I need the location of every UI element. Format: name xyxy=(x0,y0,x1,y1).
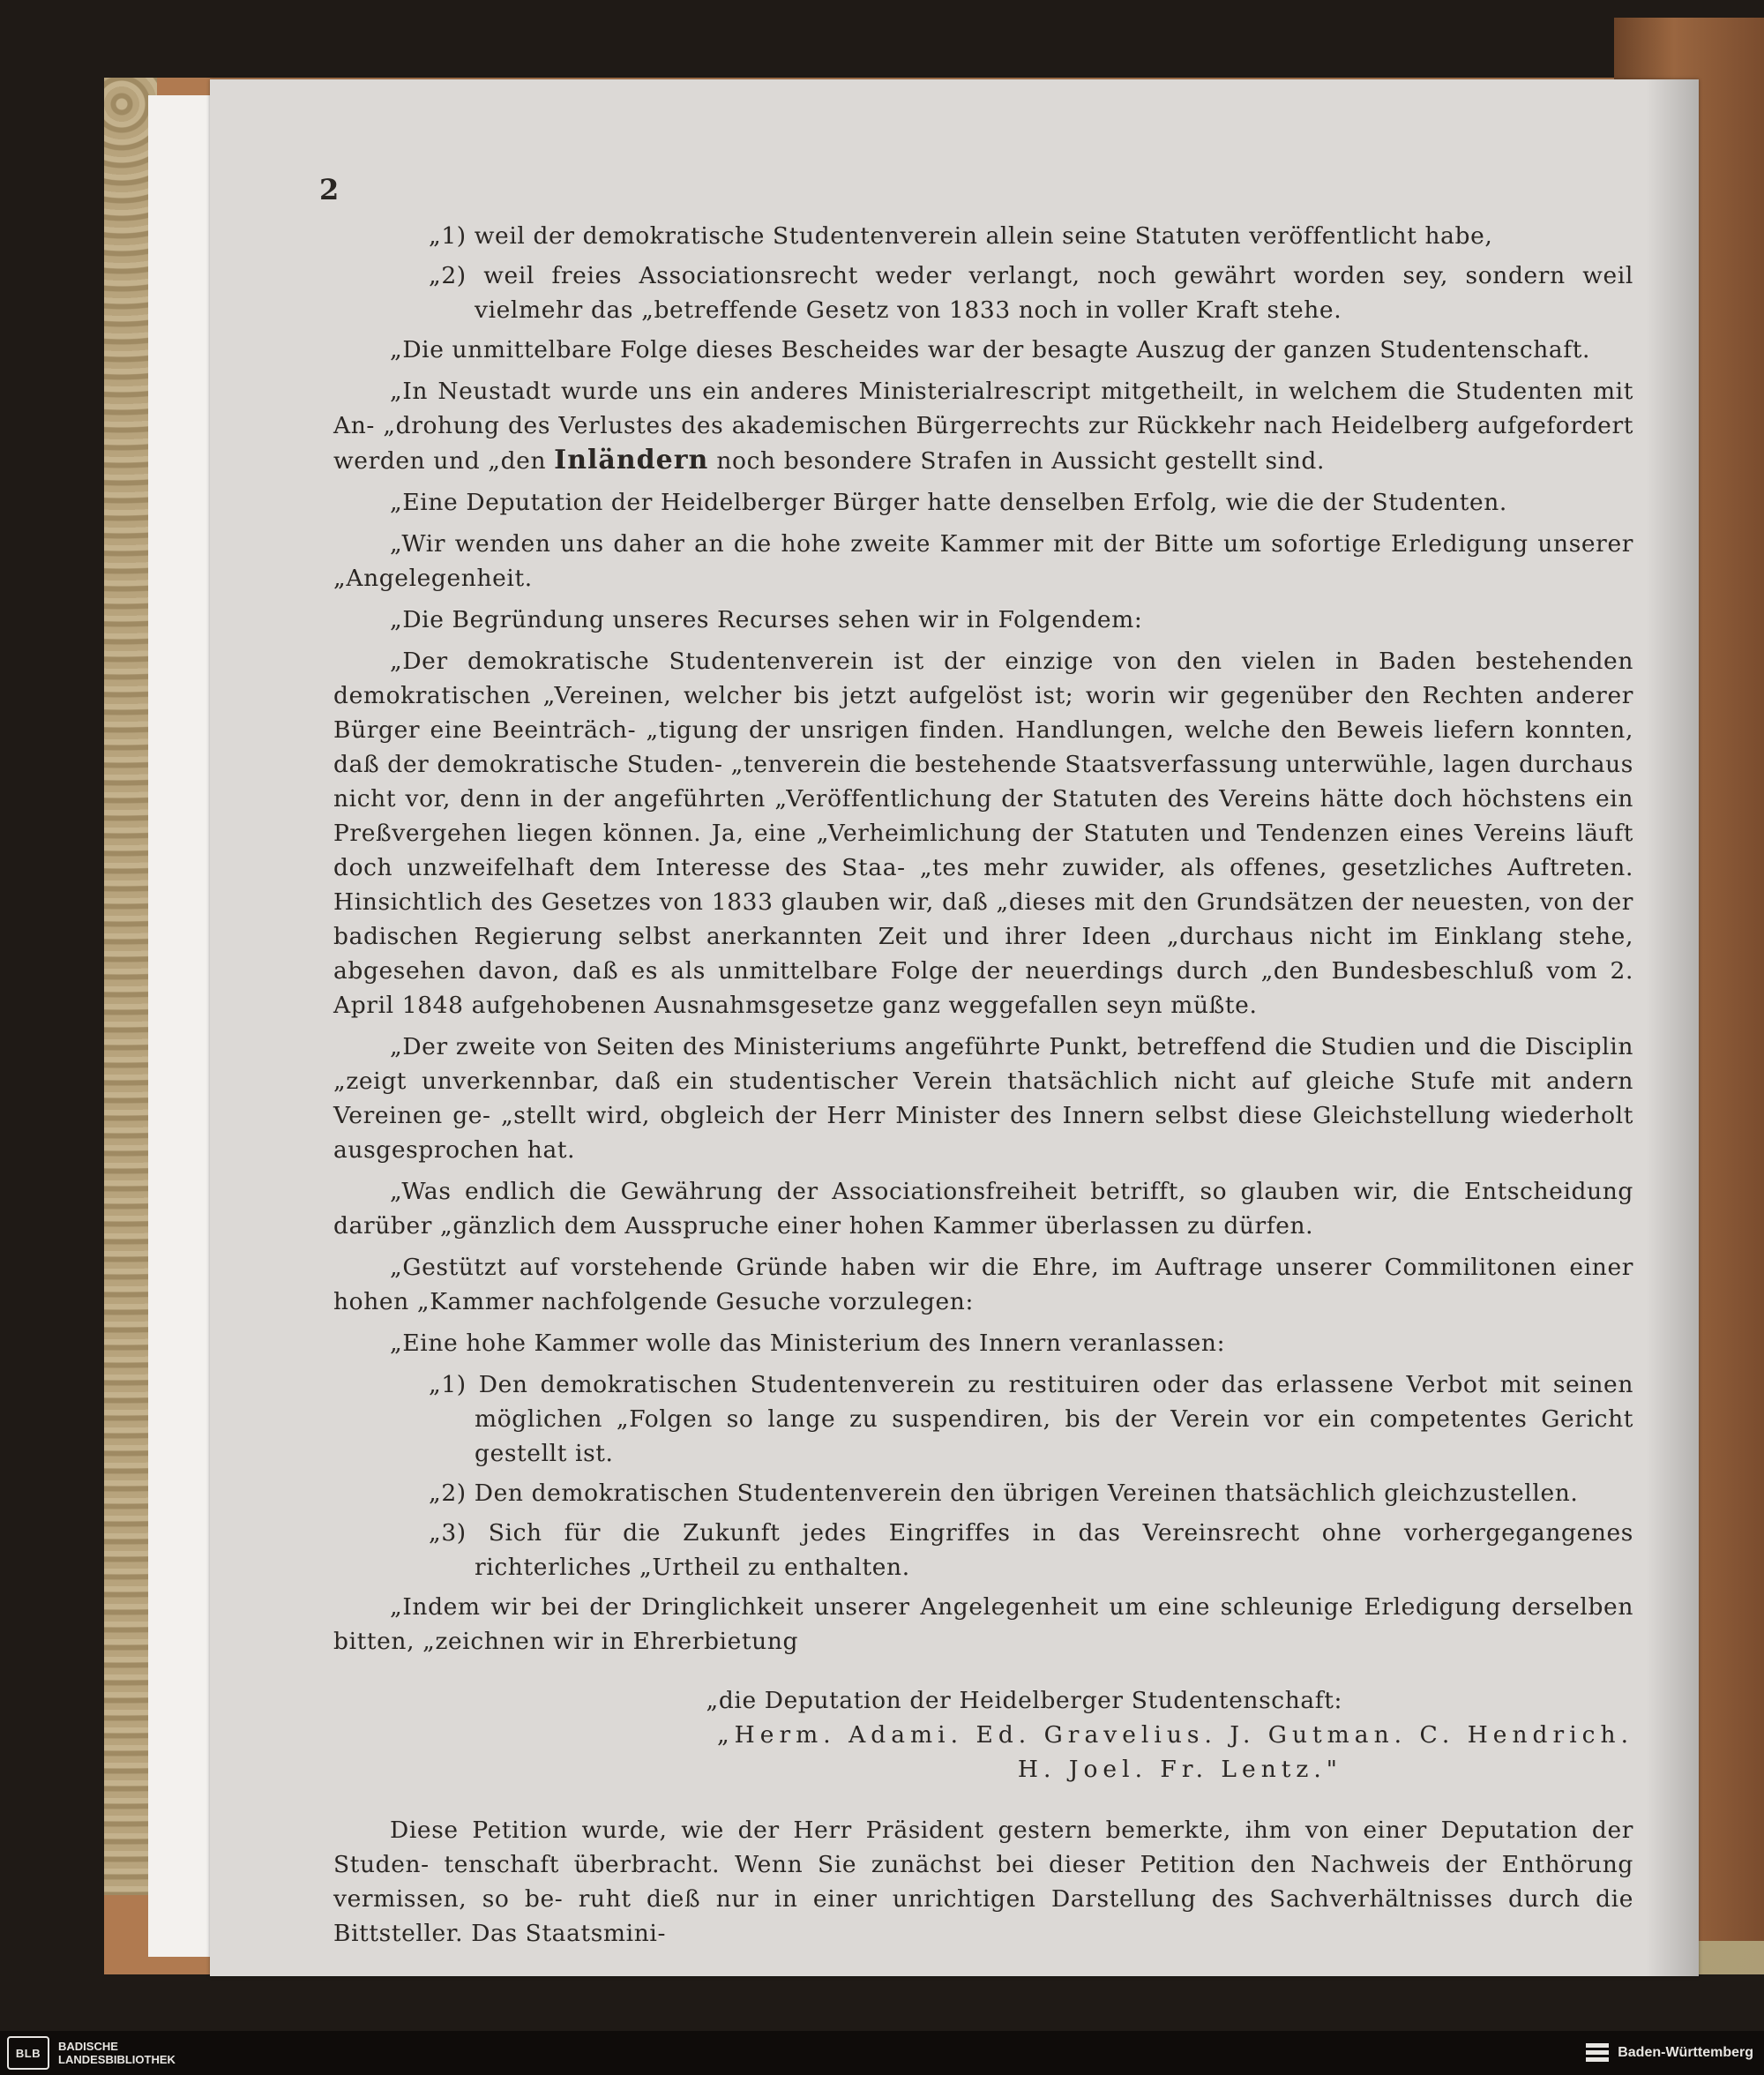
signature-names-2: H. Joel. Fr. Lentz." xyxy=(1017,1756,1342,1783)
viewer-footer xyxy=(0,2031,1764,2075)
reason-item-2: „2) weil freies Associationsrecht weder verlangt, noch gewährt worden sey, sondern weil vielmehr das „betreffende Gesetz von 1833 noch in voller Kraft stehe. xyxy=(429,262,1633,324)
state-name: Baden-Württemberg xyxy=(1618,2045,1753,2060)
blb-logo: BLB xyxy=(7,2036,49,2070)
page-number: 2 xyxy=(319,173,340,206)
closing-paragraph: „Indem wir bei der Dringlichkeit unserer Angelegenheit um eine schleunige Erledigung derselben bitten, „zeichnen wir in Ehrerbietung xyxy=(333,1593,1633,1655)
paragraph: „Eine Deputation der Heidelberger Bürger hatte denselben Erfolg, wie die der Studenten. xyxy=(390,489,1507,516)
signature-block xyxy=(333,1683,1633,1787)
paragraph: „Die unmittelbare Folge dieses Bescheides war der besagte Auszug der ganzen Studentenschaft. xyxy=(390,336,1591,363)
paragraph: „Wir wenden uns daher an die hohe zweite Kammer mit der Bitte um sofortige Erledigung unserer „Angelegenheit. xyxy=(333,530,1633,592)
page-gutter-shade xyxy=(1646,79,1699,1976)
signature-names-1: „Herm. Adami. Ed. Gravelius. J. Gutman. C. Hendrich. xyxy=(716,1721,1633,1749)
paragraph: „Die Begründung unseres Recurses sehen wir in Folgendem: xyxy=(390,606,1143,633)
paragraph: „Der zweite von Seiten des Ministeriums angeführte Punkt, betreffend die Studien und die Disciplin „zeigt unverkennbar, daß ein studentischer Verein thatsächlich nicht auf gleiche Stufe mit andern Vereinen ge- „stellt wird, obgleich der Herr Minister des Innern selbst diese Gleichstellung wiederholt ausgesprochen hat. xyxy=(333,1033,1633,1164)
state-brand[interactable] xyxy=(1584,2031,1753,2075)
paragraph: „Eine hohe Kammer wolle das Ministerium des Innern veranlassen: xyxy=(390,1330,1226,1357)
request-item-3: „3) Sich für die Zukunft jedes Eingriffes in das Vereinsrecht ohne vorhergegangenes richterliches „Urtheil zu enthalten. xyxy=(429,1519,1633,1581)
signature-heading: „die Deputation der Heidelberger Studentenschaft: xyxy=(706,1687,1342,1714)
reason-item-1: „1) weil der demokratische Studentenverein allein seine Statuten veröffentlicht habe, xyxy=(429,222,1493,250)
paragraph-neustadt xyxy=(333,374,1633,478)
paragraph-text: noch besondere Strafen in Aussicht gestellt sind. xyxy=(716,447,1326,475)
paragraph: „Gestützt auf vorstehende Gründe haben wir die Ehre, im Auftrage unserer Commilitonen einer hohen „Kammer nachfolgende Gesuche vorzulegen: xyxy=(333,1254,1633,1315)
document-page xyxy=(210,79,1699,1976)
request-item-2: „2) Den demokratischen Studentenverein den übrigen Vereinen thatsächlich gleichzustellen. xyxy=(429,1479,1579,1507)
page-body xyxy=(333,219,1633,1958)
lions-emblem-icon xyxy=(1584,2040,1611,2066)
library-name xyxy=(58,2040,176,2066)
final-paragraph: Diese Petition wurde, wie der Herr Präsident gestern bemerkte, ihm von einer Deputation der Studen- tenschaft überbracht. Wenn Sie zunächst bei dieser Petition den Nachweis der Enthörung vermissen, so be- ruht dieß nur in einer unrichtigen Darstellung des Sachverhältnisses durch die Bittsteller. Das Staatsmini- xyxy=(333,1817,1633,1947)
library-name-line2: LANDESBIBLIOTHEK xyxy=(58,2053,176,2066)
library-brand[interactable] xyxy=(0,2031,176,2075)
request-item-1: „1) Den demokratischen Studentenverein zu restituiren oder das erlassene Verbot mit seinen möglichen „Folgen so lange zu suspendiren, bis der Verein vor ein competentes Gericht gestellt ist. xyxy=(429,1371,1633,1467)
paragraph-text: „In Neustadt wurde uns ein anderes Ministerialrescript mitgetheilt, in welchem die Studenten mit An- „drohung des Verlustes des akademischen Bürgerrechts zur Rückkehr nach Heidelberg aufgefordert werden und „den xyxy=(333,378,1633,475)
paragraph: „Was endlich die Gewährung der Associationsfreiheit betrifft, so glauben wir, die Entscheidung darüber „gänzlich dem Ausspruche einer hohen Kammer überlassen zu dürfen. xyxy=(333,1178,1633,1240)
library-name-line1: BADISCHE xyxy=(58,2040,118,2053)
emphasized-word: Inländern xyxy=(554,445,709,476)
paragraph: „Der demokratische Studentenverein ist der einzige von den vielen in Baden bestehenden demokratischen „Vereinen, welcher bis jetzt aufgelöst ist; worin wir gegenüber den Rechten anderer Bürger eine Beeinträch- „tigung der unsrigen finden. Handlungen, welche den Beweis liefern konnten, daß der demokratische Studen- „tenverein die bestehende Staatsverfassung unterwühle, lagen durchaus nicht vor, denn in der angeführten „Veröffentlichung der Statuten des Vereins hätte doch höchstens ein Preßvergehen liegen können. Ja, eine „Verheimlichung der Statuten und Tendenzen eines Vereins läuft doch unzweifelhaft dem Interesse des Staa- „tes mehr zuwider, als offenes, gesetzliches Auftreten. Hinsichtlich des Gesetzes von 1833 glauben wir, daß „dieses mit den Grundsätzen der neuesten, von der badischen Regierung selbst anerkannten Zeit und ihrer Ideen „durchaus nicht im Einklang stehe, abgesehen davon, daß es als unmittelbare Folge der neuerdings durch „den Bundesbeschluß vom 2. April 1848 aufgehobenen Ausnahmsgesetze ganz weggefallen seyn müßte. xyxy=(333,648,1633,1019)
